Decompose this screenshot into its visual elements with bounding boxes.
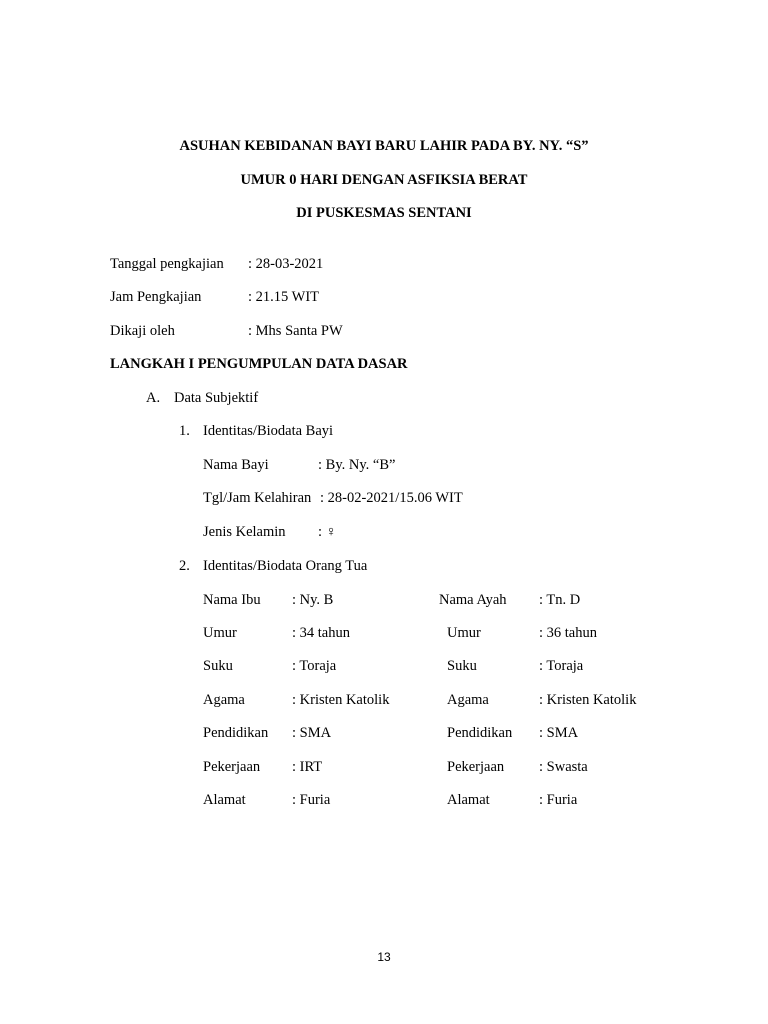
mother-field-value: : Toraja (292, 658, 337, 674)
mother-field-value: : Kristen Katolik (292, 692, 390, 708)
baby-field-value: : 28-02-2021/15.06 WIT (320, 490, 463, 506)
baby-field-value: : By. Ny. “B” (318, 457, 396, 473)
item-2-marker: 2. (179, 558, 190, 574)
mother-field-value: : IRT (292, 759, 323, 775)
mother-field-label: Umur (203, 625, 237, 641)
father-field-value: : 36 tahun (539, 625, 597, 641)
mother-field-label: Pendidikan (203, 725, 269, 741)
mother-field-label: Suku (203, 658, 233, 674)
father-field-label: Umur (447, 625, 481, 641)
father-field-label: Agama (447, 692, 489, 708)
father-field-label: Pekerjaan (447, 759, 505, 775)
item-2-label: Identitas/Biodata Orang Tua (203, 558, 368, 574)
item-1-marker: 1. (179, 423, 190, 439)
mother-field-value: : SMA (292, 725, 332, 741)
father-field-label: Suku (447, 658, 477, 674)
father-field-value: : SMA (539, 725, 579, 741)
meta-label-dikaji: Dikaji oleh (110, 323, 175, 339)
mother-field-label: Nama Ibu (203, 592, 261, 608)
meta-value-jam: : 21.15 WIT (248, 289, 320, 305)
subsection-marker: A. (146, 390, 161, 406)
baby-field-label: Nama Bayi (203, 457, 269, 473)
meta-label-tanggal: Tanggal pengkajian (110, 256, 224, 272)
doc-title-line-3: DI PUSKESMAS SENTANI (296, 205, 472, 221)
father-field-value: : Toraja (539, 658, 584, 674)
page-number: 13 (377, 950, 391, 964)
mother-field-value: : Ny. B (292, 592, 334, 608)
mother-field-label: Pekerjaan (203, 759, 261, 775)
father-field-value: : Tn. D (539, 592, 581, 608)
baby-field-label: Tgl/Jam Kelahiran (203, 490, 312, 506)
father-field-value: : Furia (539, 792, 578, 808)
mother-field-value: : Furia (292, 792, 331, 808)
section-heading: LANGKAH I PENGUMPULAN DATA DASAR (110, 356, 408, 372)
mother-field-value: : 34 tahun (292, 625, 350, 641)
father-field-value: : Swasta (539, 759, 588, 775)
item-1-label: Identitas/Biodata Bayi (203, 423, 334, 439)
baby-field-label: Jenis Kelamin (203, 524, 286, 540)
mother-field-label: Alamat (203, 792, 246, 808)
father-field-label: Alamat (447, 792, 490, 808)
subsection-label: Data Subjektif (174, 390, 259, 406)
baby-field-value: : ♀ (318, 524, 337, 540)
father-field-label: Pendidikan (447, 725, 513, 741)
doc-title-line-1: ASUHAN KEBIDANAN BAYI BARU LAHIR PADA BY. NY. “S” (179, 138, 589, 154)
doc-title-line-2: UMUR 0 HARI DENGAN ASFIKSIA BERAT (240, 172, 528, 188)
meta-value-tanggal: : 28-03-2021 (248, 256, 324, 272)
meta-value-dikaji: : Mhs Santa PW (248, 323, 343, 339)
father-field-value: : Kristen Katolik (539, 692, 637, 708)
meta-label-jam: Jam Pengkajian (110, 289, 202, 305)
mother-field-label: Agama (203, 692, 245, 708)
father-field-label: Nama Ayah (439, 592, 507, 608)
